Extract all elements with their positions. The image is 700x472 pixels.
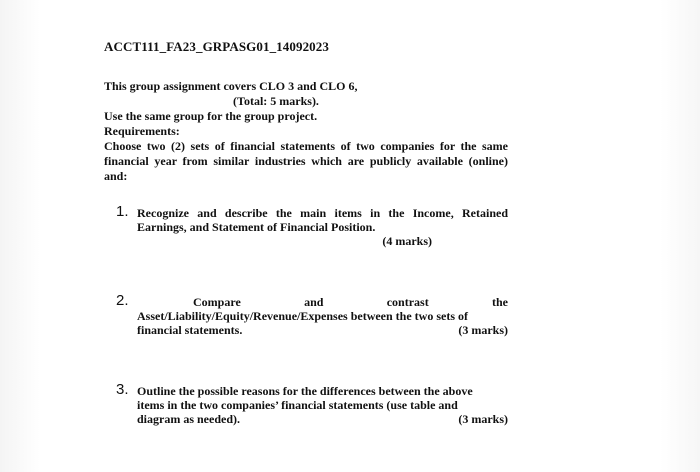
item-line-1 (137, 295, 508, 309)
item-text: Recognize and describe the main items in the Income, Retained Earnings, and Statement of Financial Position. (137, 206, 508, 234)
requirements-heading: Requirements: (104, 124, 180, 138)
requirement-item-1 (116, 203, 508, 248)
item-line-3 (137, 412, 508, 426)
intro-block (104, 79, 508, 184)
word-contrast: contrast (386, 295, 429, 309)
item-text-end: diagram as needed). (137, 412, 240, 426)
word-compare: Compare (193, 295, 241, 309)
intro-group-note: Use the same group for the group project. (104, 109, 318, 123)
item-marks: (3 marks) (458, 323, 508, 337)
intro-line-clo: This group assignment covers CLO 3 and CLO 6, (104, 79, 358, 93)
item-line-2: items in the two companies’ financial statements (use table and (137, 398, 458, 412)
item-number: 1. (116, 203, 129, 220)
requirement-item-3 (116, 381, 508, 426)
item-body (137, 295, 508, 337)
requirement-item-2 (116, 292, 508, 337)
item-marks: (3 marks) (458, 412, 508, 426)
item-number: 3. (116, 381, 129, 398)
item-line-1: Outline the possible reasons for the differences between the above (137, 384, 473, 398)
item-body (137, 206, 508, 248)
intro-total-marks: (Total: 5 marks). (233, 94, 319, 108)
word-and: and (304, 295, 324, 309)
item-body (137, 384, 508, 426)
requirements-paragraph: Choose two (2) sets of financial statements of two companies for the same financial year from similar industries which are publicly available (online) and: (104, 139, 508, 183)
item-line-3 (137, 323, 508, 337)
item-line-2: Asset/Liability/Equity/Revenue/Expenses between the two sets of (137, 309, 468, 323)
assignment-title: ACCT111_FA23_GRPASG01_14092023 (104, 39, 329, 54)
item-number: 2. (116, 292, 129, 309)
item-text-end: financial statements. (137, 323, 243, 337)
word-the: the (491, 295, 508, 309)
item-marks: (4 marks) (382, 234, 432, 248)
